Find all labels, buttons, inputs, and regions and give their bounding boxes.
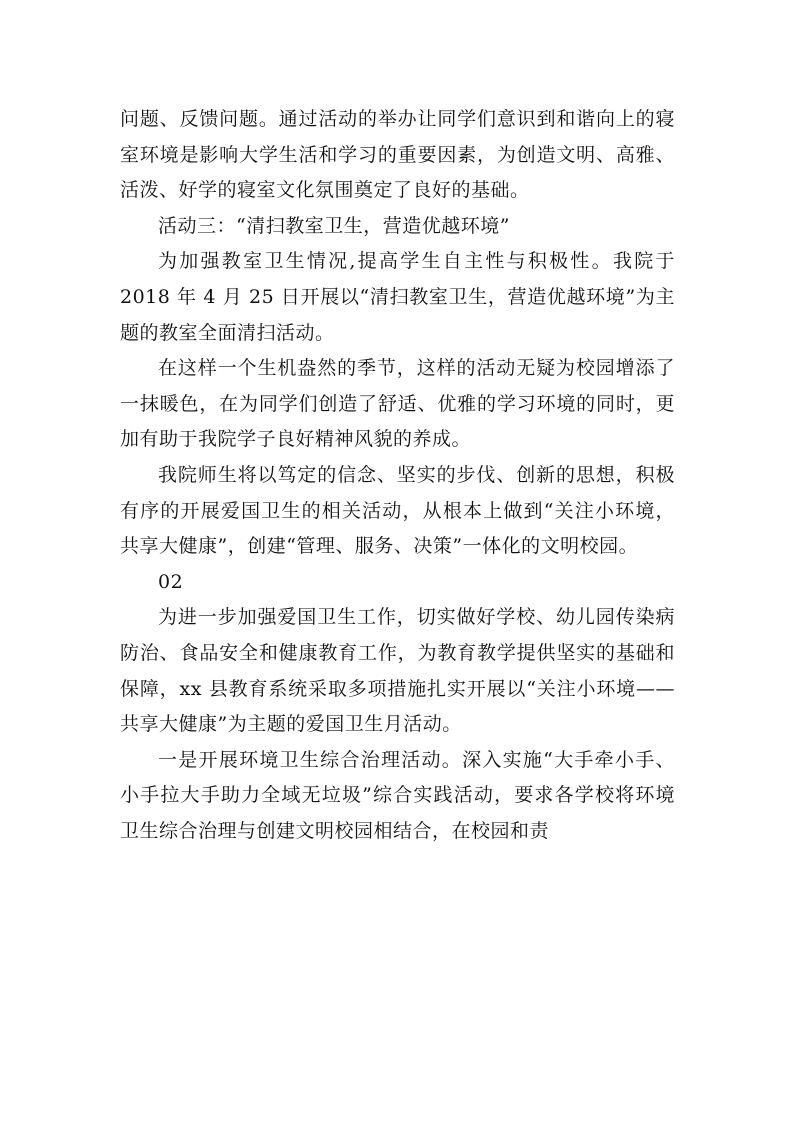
paragraph-continuation: 问题、反馈问题。通过活动的举办让同学们意识到和谐向上的寝室环境是影响大学生活和学习的重要因素，为创造文明、高雅、活泼、好学的寝室文化氛围奠定了良好的基础。: [120, 108, 675, 202]
paragraph-county-initiative: 为进一步加强爱国卫生工作，切实做好学校、幼儿园传染病防治、食品安全和健康教育工作，为教育教学提供坚实的基础和保障，xx 县教育系统采取多项措施扎实开展以“关注小环境——共享大健康”为主题的爱国卫生月活动。: [120, 606, 675, 736]
paragraph-activity-three-heading: 活动三：“清扫教室卫生，营造优越环境”: [158, 214, 510, 237]
section-number: 02: [158, 570, 184, 593]
paragraph-activity-three-effect: 在这样一个生机盎然的季节，这样的活动无疑为校园增添了一抹暖色，在为同学们创造了舒适、优雅的学习环境的同时，更加有助于我院学子良好精神风貌的养成。: [120, 357, 675, 451]
document-body: [120, 102, 675, 849]
paragraph-activity-three-intro: 为加强教室卫生情况,提高学生自主性与积极性。我院于 2018 年 4 月 25 日开展以“清扫教室卫生，营造优越环境”为主题的教室全面清扫活动。: [120, 250, 675, 344]
paragraph-measure-one: 一是开展环境卫生综合治理活动。深入实施“大手牵小手、小手拉大手助力全域无垃圾”综合实践活动，要求各学校将环境卫生综合治理与创建文明校园相结合，在校园和责: [120, 748, 675, 842]
paragraph-commitment: 我院师生将以笃定的信念、坚实的步伐、创新的思想，积极有序的开展爱国卫生的相关活动，从根本上做到“关注小环境，共享大健康”，创建“管理、服务、决策”一体化的文明校园。: [120, 463, 675, 558]
